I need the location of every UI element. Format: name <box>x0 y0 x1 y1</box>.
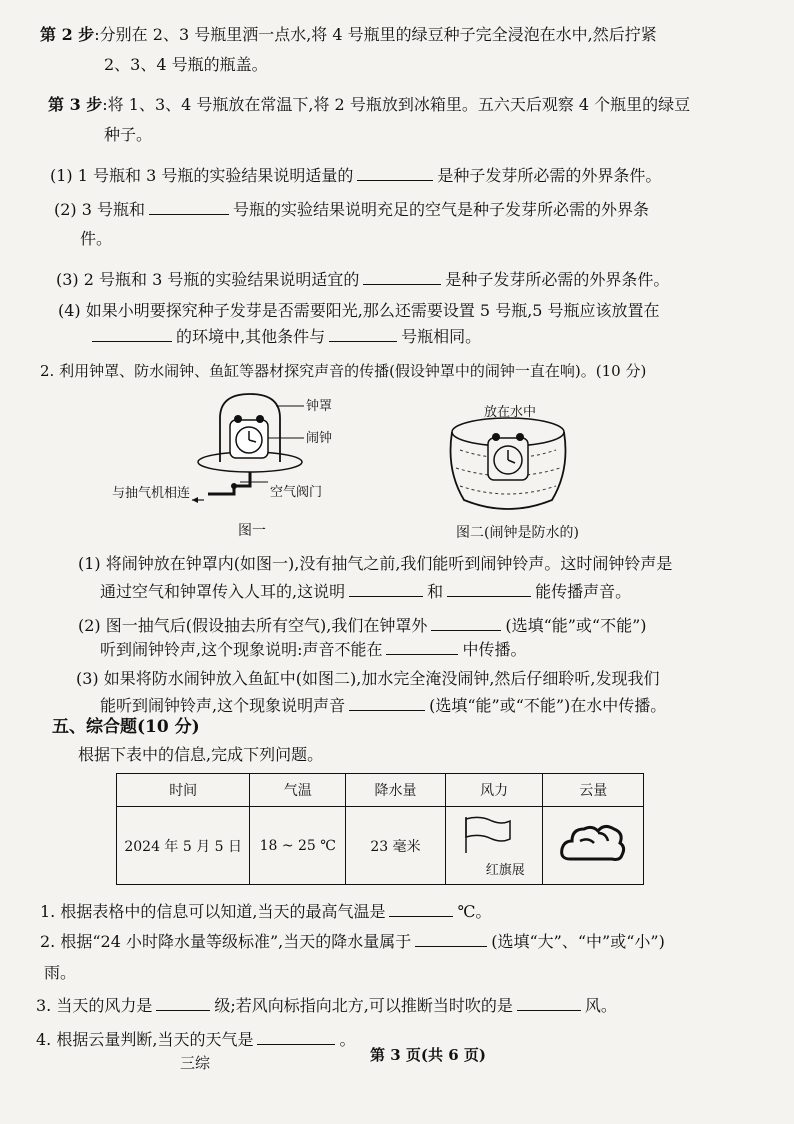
q2-p2-blank1[interactable] <box>431 614 501 631</box>
q2-p1-blank1[interactable] <box>349 580 423 597</box>
footer-subject: 三综 <box>180 1054 211 1072</box>
q2-p1-text-b: 通过空气和钟罩传入人耳的,这说明 <box>100 582 346 601</box>
fig1-caption: 图一 <box>238 523 266 539</box>
s5-q3-text-a: 3. 当天的风力是 <box>36 996 153 1015</box>
fig2-label-in-water: 放在水中 <box>484 405 537 420</box>
figure2-fish-tank <box>444 410 574 520</box>
q2-p1-line2 <box>100 580 631 603</box>
s4-q3 <box>56 268 669 291</box>
weather-table-header <box>117 774 644 807</box>
s4-q4-text-b: 的环境中,其他条件与 <box>176 327 326 346</box>
s5-q1-text-b: ℃。 <box>457 902 492 921</box>
q2-p2-blank2[interactable] <box>386 638 458 655</box>
fig1-arrow-head <box>192 497 198 503</box>
fig1-clock-icon <box>230 415 268 458</box>
s4-q2-blank[interactable] <box>149 198 229 215</box>
fig1-label-bell-jar: 钟罩 <box>306 399 333 414</box>
q2-p1-text-d: 能传播声音。 <box>535 582 632 601</box>
flag-icon <box>460 815 520 855</box>
s5-q1-blank[interactable] <box>389 900 453 917</box>
s5-q2-text-b: (选填“大”、“中”或“小”) <box>491 932 665 951</box>
header-wind: 风力 <box>445 774 543 807</box>
q2-p1-text-c: 和 <box>427 582 444 601</box>
step3-label: 第 3 步 <box>48 95 103 114</box>
s4-q4-blank2[interactable] <box>329 325 397 342</box>
s4-q2-text-b: 号瓶的实验结果说明充足的空气是种子发芽所必需的外界条 <box>233 200 650 219</box>
header-time: 时间 <box>117 774 250 807</box>
s4-q2 <box>54 198 649 221</box>
q2-p2-text-d: 中传播。 <box>462 640 527 659</box>
step2-label: 第 2 步 <box>40 25 95 44</box>
s5-q2-text-a: 2. 根据“24 小时降水量等级标准”,当天的降水量属于 <box>40 932 412 951</box>
s4-q1 <box>50 164 661 187</box>
s5-q4-text-a: 4. 根据云量判断,当天的天气是 <box>36 1030 254 1049</box>
cell-wind <box>445 807 543 885</box>
q2-p1-line1: (1) 将闹钟放在钟罩内(如图一),没有抽气之前,我们能听到闹钟铃声。这时闹钟铃声是 <box>78 554 673 573</box>
cell-temperature: 18 ~ 25 ℃ <box>250 807 346 885</box>
q2-p3-line2 <box>100 694 666 717</box>
s5-q3 <box>36 994 617 1017</box>
s4-q4-blank1[interactable] <box>92 325 172 342</box>
section5-intro: 根据下表中的信息,完成下列问题。 <box>78 745 324 764</box>
header-temperature: 气温 <box>250 774 346 807</box>
s4-q3-text-a: (3) 2 号瓶和 3 号瓶的实验结果说明适宜的 <box>56 270 360 289</box>
s4-q1-text-b: 是种子发芽所必需的外界条件。 <box>437 166 662 185</box>
q2-p3-line1: (3) 如果将防水闹钟放入鱼缸中(如图二),加水完全淹没闹钟,然后仔细聆听,发现我们 <box>76 669 660 688</box>
fig1-label-pump: 与抽气机相连 <box>112 486 191 501</box>
wind-label: 红旗展 <box>485 863 525 878</box>
q2-p2-text-b: (选填“能”或“不能”) <box>505 616 647 635</box>
fig1-label-valve: 空气阀门 <box>270 485 323 500</box>
header-precipitation: 降水量 <box>346 774 446 807</box>
q2-p2-line1 <box>78 614 647 637</box>
s4-q1-text-a: (1) 1 号瓶和 3 号瓶的实验结果说明适量的 <box>50 166 354 185</box>
s5-q4 <box>36 1028 355 1051</box>
section5-title: 五、综合题(10 分) <box>52 717 200 737</box>
q2-p3-text-b: 能听到闹钟铃声,这个现象说明声音 <box>100 696 346 715</box>
s5-q2 <box>40 930 665 953</box>
cell-cloud <box>543 807 644 885</box>
s5-q1 <box>40 900 491 923</box>
cell-date: 2024 年 5 月 5 日 <box>117 807 250 885</box>
step2-line1 <box>40 24 657 46</box>
s4-q4-cont <box>88 325 481 348</box>
fig1-valve-knob <box>231 483 237 489</box>
footer-page-number: 第 3 页(共 6 页) <box>370 1046 486 1064</box>
s4-q3-blank[interactable] <box>363 268 441 285</box>
cloud-icon <box>558 819 628 869</box>
fig1-label-clock: 闹钟 <box>306 431 333 446</box>
s5-q4-blank[interactable] <box>257 1028 335 1045</box>
q2-p2-text-c: 听到闹钟铃声,这个现象说明:声音不能在 <box>100 640 383 659</box>
s4-q2-cont: 件。 <box>80 229 113 248</box>
q2-stem: 2. 利用钟罩、防水闹钟、鱼缸等器材探究声音的传播(假设钟罩中的闹钟一直在响)。(10 分) <box>40 362 647 380</box>
step3-line2: 种子。 <box>104 125 153 144</box>
q2-p1-blank2[interactable] <box>447 580 531 597</box>
header-cloud: 云量 <box>543 774 644 807</box>
q2-p2-line2 <box>100 638 527 661</box>
s4-q3-text-b: 是种子发芽所必需的外界条件。 <box>445 270 670 289</box>
s5-q3-blank2[interactable] <box>517 994 581 1011</box>
s5-q4-text-b: 。 <box>339 1030 356 1049</box>
q2-p2-text-a: (2) 图一抽气后(假设抽去所有空气),我们在钟罩外 <box>78 616 428 635</box>
s5-q3-blank1[interactable] <box>156 994 210 1011</box>
q2-p3-blank[interactable] <box>349 694 425 711</box>
step3-line1 <box>48 94 690 116</box>
fig2-caption: 图二(闹钟是防水的) <box>456 525 579 541</box>
s5-q2-blank[interactable] <box>415 930 487 947</box>
q2-p3-text-c: (选填“能”或“不能”)在水中传播。 <box>429 696 667 715</box>
s5-q3-text-c: 风。 <box>584 996 617 1015</box>
s5-q2-cont: 雨。 <box>44 963 77 982</box>
step3-text: :将 1、3、4 号瓶放在常温下,将 2 号瓶放到冰箱里。五六天后观察 4 个瓶里的绿豆 <box>102 95 691 114</box>
step2-text: :分别在 2、3 号瓶里洒一点水,将 4 号瓶里的绿豆种子完全浸泡在水中,然后拧紧 <box>94 25 657 44</box>
s5-q3-text-b: 级;若风向标指向北方,可以推断当时吹的是 <box>214 996 513 1015</box>
s4-q1-blank[interactable] <box>357 164 433 181</box>
s4-q2-text-a: (2) 3 号瓶和 <box>54 200 146 219</box>
fig1-pipe <box>208 472 250 494</box>
weather-table-row <box>117 807 644 885</box>
cell-precipitation: 23 毫米 <box>346 807 446 885</box>
fig2-clock-icon <box>488 433 528 480</box>
s4-q4-text-c: 号瓶相同。 <box>401 327 482 346</box>
weather-table <box>116 773 644 885</box>
s4-q4: (4) 如果小明要探究种子发芽是否需要阳光,那么还需要设置 5 号瓶,5 号瓶应该放置在 <box>58 301 660 320</box>
s5-q1-text-a: 1. 根据表格中的信息可以知道,当天的最高气温是 <box>40 902 386 921</box>
step2-line2: 2、3、4 号瓶的瓶盖。 <box>104 55 268 74</box>
